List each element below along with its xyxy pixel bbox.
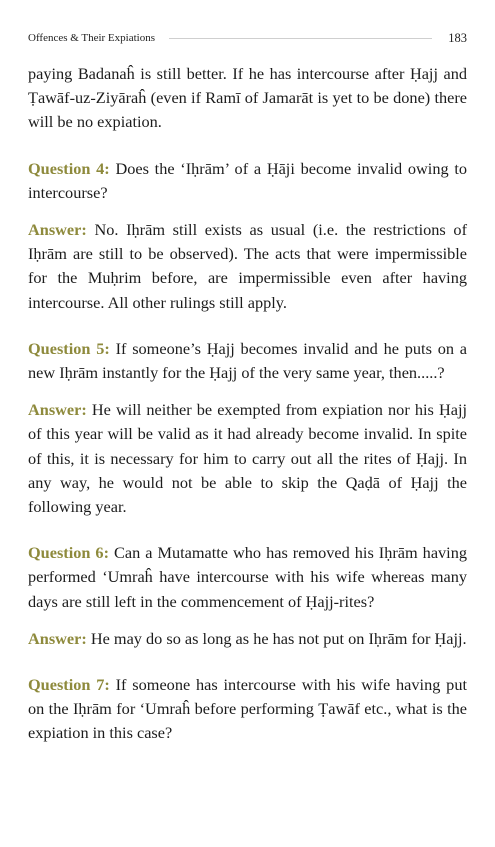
answer-6-text: He may do so as long as he has not put on Iḥrām for Ḥajj. <box>90 628 467 648</box>
page-number: 183 <box>448 30 467 45</box>
question-6 <box>28 541 467 614</box>
question-4 <box>28 157 467 205</box>
question-5-text: If someone’s Ḥajj becomes invalid and he puts on a new Iḥrām instantly for the Ḥajj of the very same year, then.....? <box>28 338 467 383</box>
running-title: Offences & Their Expiations <box>28 32 155 44</box>
question-6-text: Can a Mutamatte who has removed his Iḥrām having performed ‘Umraĥ have intercourse with his wife whereas many days are still left in the commencement of Ḥajj-rites? <box>28 543 467 611</box>
answer-6 <box>28 627 467 651</box>
page-header <box>28 29 467 47</box>
question-7 <box>28 673 467 746</box>
question-7-label: Question 7: <box>28 675 110 695</box>
intro-paragraph: paying Badanaĥ is still better. If he has intercourse after Ḥajj and Ṭawāf-uz-Ziyāraĥ (even if Ramī of Jamarāt is yet to be done) there will be no expiation. <box>28 64 467 132</box>
answer-4-label: Answer: <box>28 220 87 240</box>
answer-6-label: Answer: <box>28 628 87 648</box>
answer-4-text: No. Iḥrām still exists as usual (i.e. the restrictions of Iḥrām are still to be observed). The acts that were impermissible for the Muḥrim before, are impermissible even after having intercourse. All other rulings still apply. <box>28 220 467 312</box>
question-5 <box>28 337 467 385</box>
question-7-text: If someone has intercourse with his wife having put on the Iḥrām for ‘Umraĥ before performing Ṭawāf etc., what is the expiation in this case? <box>28 675 467 743</box>
answer-5 <box>28 398 467 519</box>
header-rule <box>169 38 432 39</box>
answer-4 <box>28 218 467 315</box>
question-4-text: Does the ‘Iḥrām’ of a Ḥāji become invalid owing to intercourse? <box>28 158 468 202</box>
answer-5-text: He will neither be exempted from expiation nor his Ḥajj of this year will be valid as it had already become invalid. In spite of this, it is necessary for him to carry out all the rites of Ḥajj. In any way, he would not be able to skip the Qaḍā of Ḥajj the following year. <box>28 400 467 517</box>
question-4-label: Question 4: <box>28 158 110 178</box>
answer-5-label: Answer: <box>28 400 87 420</box>
page-body <box>28 62 467 746</box>
question-5-label: Question 5: <box>28 338 110 358</box>
question-6-label: Question 6: <box>28 543 109 563</box>
